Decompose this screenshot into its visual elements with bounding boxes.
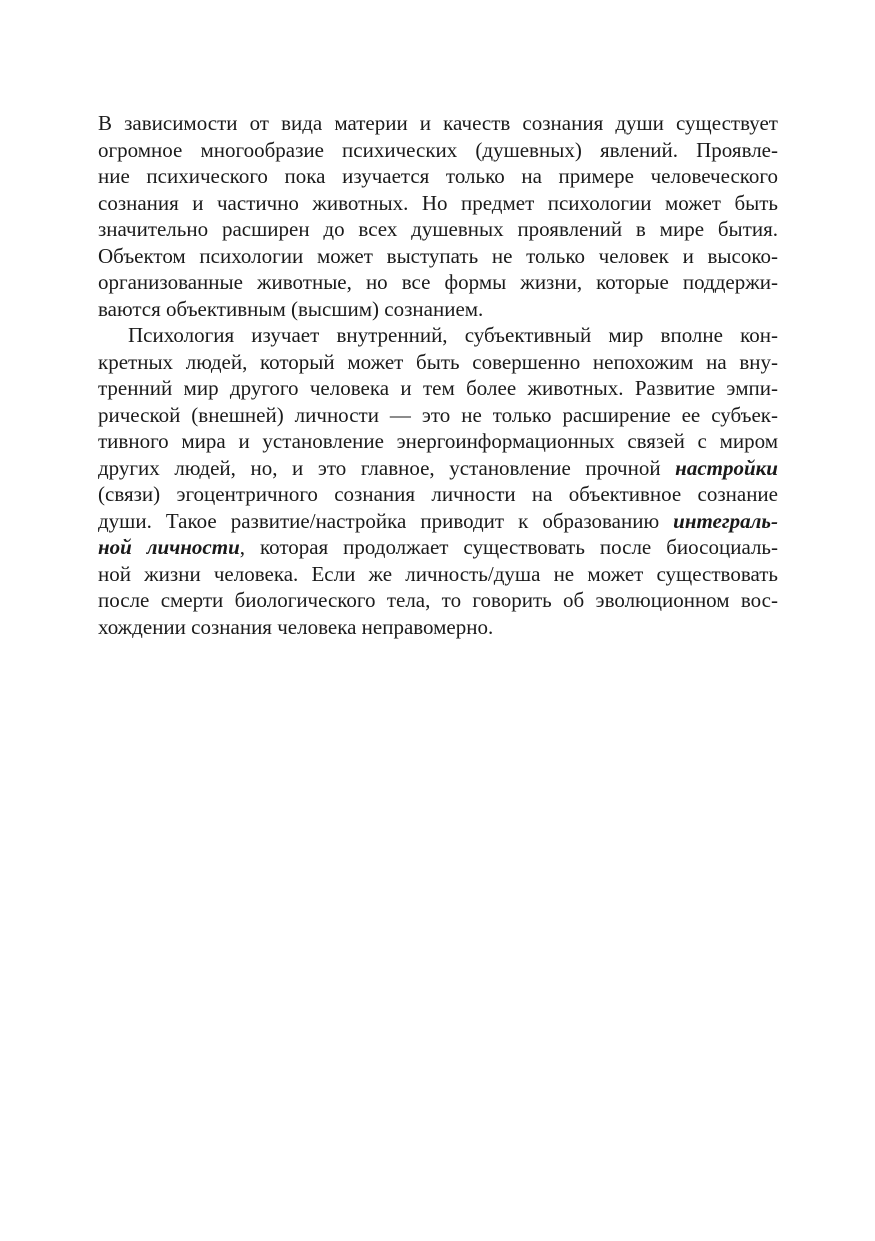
- text-segment: рической (внешней) личности — это не только расширение ее субъек-: [98, 402, 778, 427]
- text-segment: значительно расширен до всех душевных проявлений в мире бытия.: [98, 217, 778, 241]
- text-segment: (связи) эгоцентричного сознания личности на объективное сознание: [98, 482, 778, 506]
- text-line: [98, 110, 778, 137]
- text-line: [98, 216, 778, 243]
- text-segment: ние психического пока изучается только на примере человеческого: [98, 164, 778, 188]
- text-line: [98, 402, 778, 429]
- text-segment: других людей, но, и это главное, установление прочной: [98, 455, 676, 480]
- text-segment: организованные животные, но все формы жизни, которые поддержи-: [98, 270, 778, 294]
- paragraph: [98, 110, 778, 322]
- text-segment: , которая продолжает существовать после биосоциаль-: [239, 535, 778, 559]
- paragraph: [98, 322, 778, 640]
- text-line: [98, 587, 778, 614]
- emphasized-term: ной личности: [98, 535, 240, 559]
- text-line: [98, 296, 778, 323]
- text-line: [98, 137, 778, 164]
- text-line: [98, 375, 778, 402]
- text-segment: Объектом психологии может выступать не только человек и высоко-: [98, 243, 778, 268]
- text-segment: сознания и частично животных. Но предмет психологии может быть: [98, 190, 778, 215]
- text-line: [98, 163, 778, 190]
- text-line: [98, 455, 778, 482]
- emphasized-term: интеграль-: [673, 508, 778, 533]
- text-line: [98, 561, 778, 588]
- text-segment: Психология изучает внутренний, субъективный мир вполне кон-: [128, 323, 778, 347]
- text-segment: ваются объективным (высшим) сознанием.: [98, 296, 484, 321]
- text-segment: тренний мир другого человека и тем более животных. Развитие эмпи-: [98, 376, 778, 400]
- text-line: [98, 481, 778, 508]
- text-segment: тивного мира и установление энергоинформационных связей с миром: [98, 429, 778, 453]
- text-segment: кретных людей, который может быть совершенно непохожим на вну-: [98, 349, 778, 374]
- text-line: [98, 269, 778, 296]
- text-segment: хождении сознания человека неправомерно.: [98, 614, 494, 639]
- text-line: [98, 534, 778, 561]
- text-line: [98, 614, 778, 641]
- text-line: [98, 428, 778, 455]
- text-segment: огромное многообразие психических (душевных) явлений. Проявле-: [98, 137, 778, 162]
- text-line: [98, 190, 778, 217]
- text-segment: после смерти биологического тела, то говорить об эволюционном вос-: [98, 588, 778, 612]
- text-line: [98, 508, 778, 535]
- text-segment: ной жизни человека. Если же личность/душа не может существовать: [98, 561, 778, 586]
- text-line: [98, 322, 778, 349]
- page-body: [98, 110, 778, 640]
- text-segment: В зависимости от вида материи и качеств сознания души существует: [98, 111, 778, 135]
- text-line: [98, 349, 778, 376]
- emphasized-term: настройки: [675, 455, 778, 480]
- text-segment: души. Такое развитие/настройка приводит к образованию: [98, 508, 674, 533]
- text-line: [98, 243, 778, 270]
